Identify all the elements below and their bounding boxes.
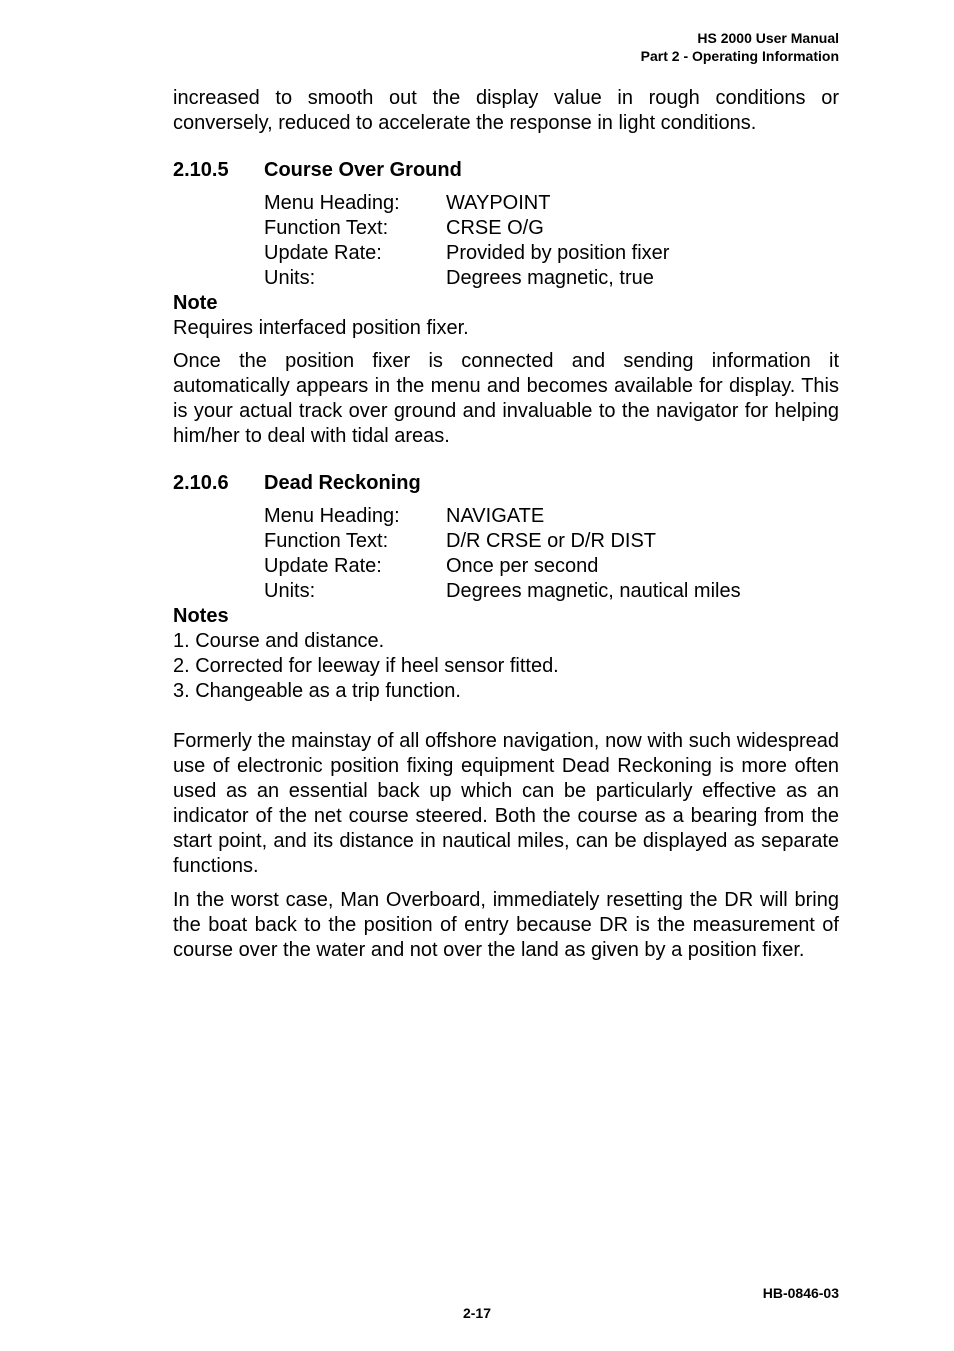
document-code: HB-0846-03 [762,1285,839,1301]
section-title: Course Over Ground [264,159,462,181]
property-key: Menu Heading: [264,192,400,214]
note-item: Requires interfaced position fixer. [173,317,469,339]
property-row [264,266,839,291]
body-paragraph: Once the position fixer is connected and sending information it automatically appears in the menu and becomes available for display. This is your actual track over ground and invaluable to the navigator for helping him/her to deal with tidal areas. [173,350,839,447]
property-row [264,191,839,216]
property-value: WAYPOINT [446,192,551,214]
property-key: Update Rate: [264,555,382,577]
property-value: CRSE O/G [446,217,544,239]
property-value: Provided by position fixer [446,242,670,264]
section-dead-reckoning [173,471,839,963]
property-row [264,579,839,604]
property-value: NAVIGATE [446,505,545,527]
property-value: D/R CRSE or D/R DIST [446,530,657,552]
note-item: 1. Course and distance. [173,630,385,652]
property-key: Update Rate: [264,242,382,264]
body-paragraph: In the worst case, Man Overboard, immediately resetting the DR will bring the boat back to the position of entry because DR is the measurement of course over the water and not over the land as given by a position fixer. [173,889,839,961]
note-item: 3. Changeable as a trip function. [173,680,461,702]
property-key: Function Text: [264,217,389,239]
page-content [173,86,839,963]
property-key: Units: [264,267,316,289]
section-title: Dead Reckoning [264,472,421,494]
property-row [264,241,839,266]
section-heading [173,471,839,496]
page-header [641,29,839,65]
notes-heading: Notes [173,605,229,627]
properties-table [264,504,839,604]
section-course-over-ground [173,158,839,449]
note-item: 2. Corrected for leeway if heel sensor fitted. [173,655,559,677]
property-row [264,529,839,554]
intro-paragraph: increased to smooth out the display value in rough conditions or conversely, reduced to accelerate the response in light conditions. [173,87,839,134]
properties-table [264,191,839,291]
part-title: Part 2 - Operating Information [640,48,839,64]
property-row [264,216,839,241]
note-heading: Note [173,292,218,314]
property-value: Degrees magnetic, nautical miles [446,580,741,602]
property-key: Units: [264,580,316,602]
section-number: 2.10.6 [173,472,229,494]
property-value: Once per second [446,555,599,577]
property-key: Menu Heading: [264,505,400,527]
manual-title: HS 2000 User Manual [697,30,839,46]
property-row [264,504,839,529]
property-value: Degrees magnetic, true [446,267,654,289]
section-number: 2.10.5 [173,159,229,181]
property-row [264,554,839,579]
page-number: 2-17 [462,1305,492,1321]
property-key: Function Text: [264,530,389,552]
body-paragraph: Formerly the mainstay of all offshore navigation, now with such widespread use of electronic position fixing equipment Dead Reckoning is more often used as an essential back up which can be particularly effective as an indicator of the net course steered. Both the course as a bearing from the start point, and its distance in nautical miles, can be displayed as separate functions. [173,730,839,877]
section-heading [173,158,839,183]
